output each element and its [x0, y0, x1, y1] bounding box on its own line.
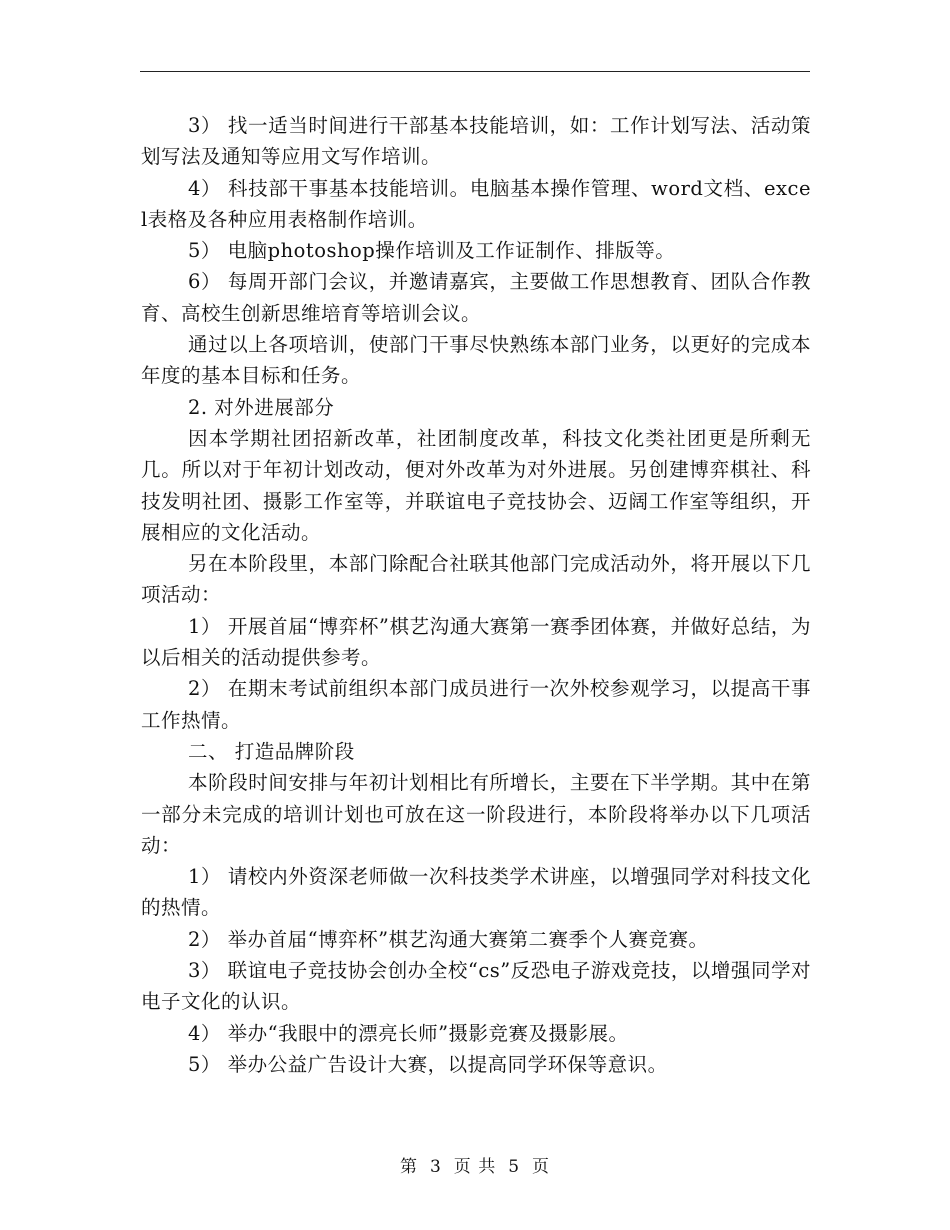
paragraph-training-item-3: 3） 找一适当时间进行干部基本技能培训，如：工作计划写法、活动策划写法及通知等应用文写作培训。	[141, 114, 811, 169]
paragraph-external-item-1: 1） 开展首届“博弈杯”棋艺沟通大赛第一赛季团体赛，并做好总结，为以后相关的活动提供参考。	[141, 614, 811, 670]
paragraph-brand-item-1: 1） 请校内外资深老师做一次科技类学术讲座，以增强同学对科技文化的热情。	[141, 865, 811, 920]
footer-suffix: 页	[532, 1157, 551, 1177]
total-page-number: 5	[508, 1157, 521, 1177]
current-page-number: 3	[429, 1157, 442, 1177]
document-body	[141, 110, 811, 1080]
paragraph-brand-item-4: 4） 举办“我眼中的漂亮长师”摄影竞赛及摄影展。	[188, 1021, 629, 1045]
paragraph-external-activities: 另在本阶段里，本部门除配合社联其他部门完成活动外，将开展以下几项活动：	[141, 552, 811, 607]
paragraph-external-intro: 因本学期社团招新改革，社团制度改革，科技文化类社团更是所剩无几。所以对于年初计划改动，便对外改革为对外进展。另创建博弈棋社、科技发明社团、摄影工作室等，并联谊电子竞技协会、迈阔工作室等组织，开展相应的文化活动。	[141, 426, 811, 544]
paragraph-brand-intro: 本阶段时间安排与年初计划相比有所增长，主要在下半学期。其中在第一部分未完成的培训计划也可放在这一阶段进行，本阶段将举办以下几项活动：	[141, 771, 811, 857]
paragraph-training-summary: 通过以上各项培训，使部门干事尽快熟练本部门业务，以更好的完成本年度的基本目标和任务。	[141, 333, 811, 388]
paragraph-training-item-5: 5） 电脑photoshop操作培训及工作证制作、排版等。	[188, 239, 676, 263]
section-heading-brand: 二、 打造品牌阶段	[188, 739, 355, 763]
paragraph-brand-item-5: 5） 举办公益广告设计大赛，以提高同学环保等意识。	[188, 1052, 668, 1076]
paragraph-brand-item-2: 2） 举办首届“博弈杯”棋艺沟通大赛第二赛季个人赛竞赛。	[188, 927, 709, 951]
paragraph-training-item-6: 6） 每周开部门会议，并邀请嘉宾，主要做工作思想教育、团队合作教育、高校生创新思维培育等培训会议。	[141, 270, 811, 325]
paragraph-external-item-2: 2） 在期末考试前组织本部门成员进行一次外校参观学习，以提高干事工作热情。	[141, 677, 811, 732]
section-heading-external: 2. 对外进展部分	[188, 395, 335, 419]
footer-prefix: 第	[399, 1157, 418, 1177]
page-footer	[0, 1152, 950, 1177]
paragraph-brand-item-3: 3） 联谊电子竞技协会创办全校“cs”反恐电子游戏竞技，以增强同学对电子文化的认识。	[141, 959, 811, 1014]
footer-middle: 页 共	[453, 1157, 497, 1177]
paragraph-training-item-4: 4） 科技部干事基本技能培训。电脑基本操作管理、word文档、excel表格及各种应用表格制作培训。	[141, 176, 811, 231]
header-rule	[140, 71, 810, 72]
